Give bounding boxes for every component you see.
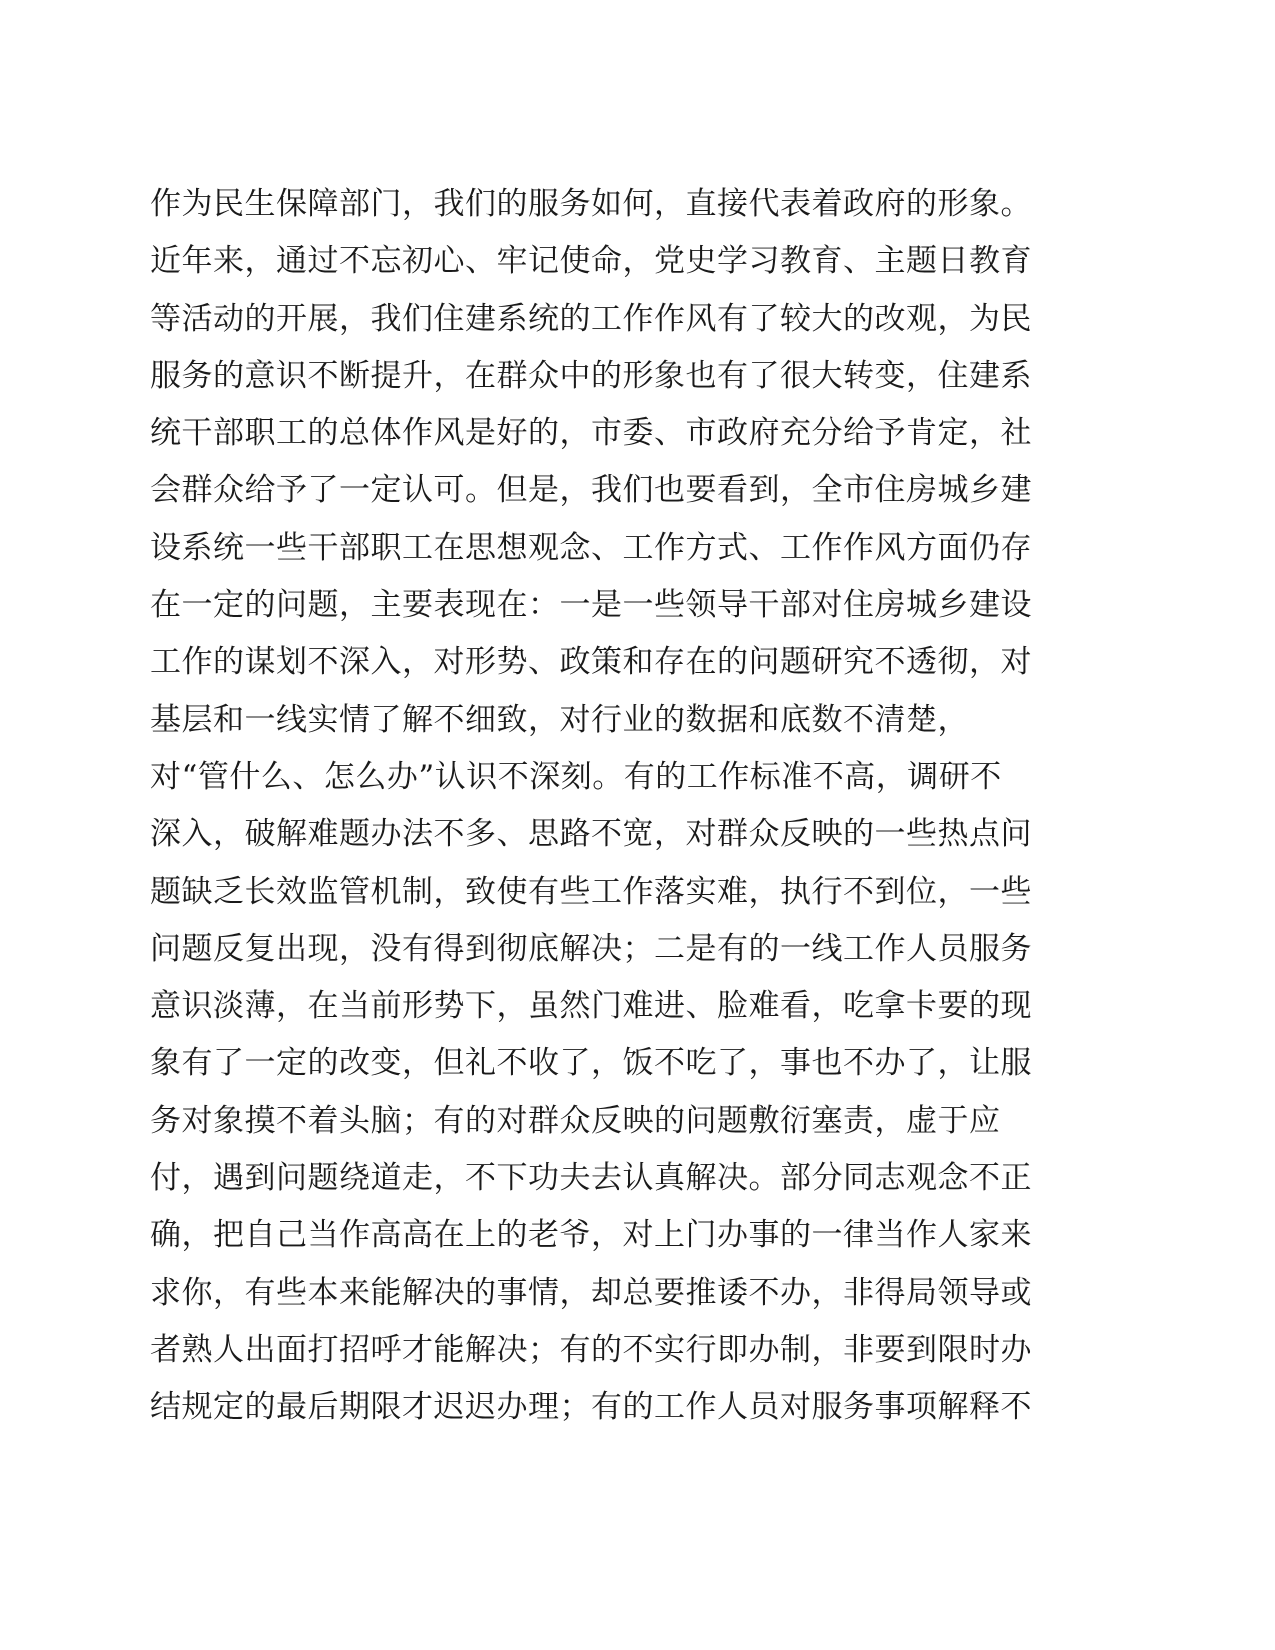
- text-line: 等活动的开展，我们住建系统的工作作风有了较大的改观，为民: [150, 300, 1032, 337]
- text-line: 设系统一些干部职工在思想观念、工作方式、工作作风方面仍存: [150, 529, 1032, 566]
- text-line: 基层和一线实情了解不细致，对行业的数据和底数不清楚，: [150, 701, 969, 738]
- text-line: 服务的意识不断提升，在群众中的形象也有了很大转变，住建系: [150, 357, 1032, 394]
- text-line: 确，把自己当作高高在上的老爷，对上门办事的一律当作人家来: [150, 1217, 1032, 1254]
- text-line: 深入，破解难题办法不多、思路不宽，对群众反映的一些热点问: [150, 816, 1032, 853]
- text-line: 在一定的问题，主要表现在：一是一些领导干部对住房城乡建设: [150, 587, 1032, 624]
- text-line: 会群众给予了一定认可。但是，我们也要看到，全市住房城乡建: [150, 472, 1032, 509]
- text-line: 对“管什么、怎么办”认识不深刻。有的工作标准不高，调研不: [150, 758, 1002, 795]
- text-line: 付，遇到问题绕道走，不下功夫去认真解决。部分同志观念不正: [150, 1160, 1032, 1197]
- text-line: 者熟人出面打招呼才能解决；有的不实行即办制，非要到限时办: [150, 1331, 1032, 1368]
- text-line: 近年来，通过不忘初心、牢记使命，党史学习教育、主题日教育: [150, 243, 1032, 280]
- text-line: 求你，有些本来能解决的事情，却总要推诿不办，非得局领导或: [150, 1274, 1032, 1311]
- text-line: 结规定的最后期限才迟迟办理；有的工作人员对服务事项解释不: [150, 1389, 1032, 1426]
- text-line: 统干部职工的总体作风是好的，市委、市政府充分给予肯定，社: [150, 415, 1032, 452]
- text-line: 题缺乏长效监管机制，致使有些工作落实难，执行不到位，一些: [150, 873, 1032, 910]
- text-line: 象有了一定的改变，但礼不收了，饭不吃了，事也不办了，让服: [150, 1045, 1032, 1082]
- text-line: 意识淡薄，在当前形势下，虽然门难进、脸难看，吃拿卡要的现: [150, 988, 1032, 1025]
- text-line: 务对象摸不着头脑；有的对群众反映的问题敷衍塞责，虚于应: [150, 1102, 1001, 1139]
- text-line: 作为民生保障部门，我们的服务如何，直接代表着政府的形象。: [150, 186, 1032, 222]
- text-line: 工作的谋划不深入，对形势、政策和存在的问题研究不透彻，对: [150, 644, 1032, 681]
- text-line: 问题反复出现，没有得到彻底解决；二是有的一线工作人员服务: [150, 930, 1032, 967]
- body-text: [150, 176, 1140, 1437]
